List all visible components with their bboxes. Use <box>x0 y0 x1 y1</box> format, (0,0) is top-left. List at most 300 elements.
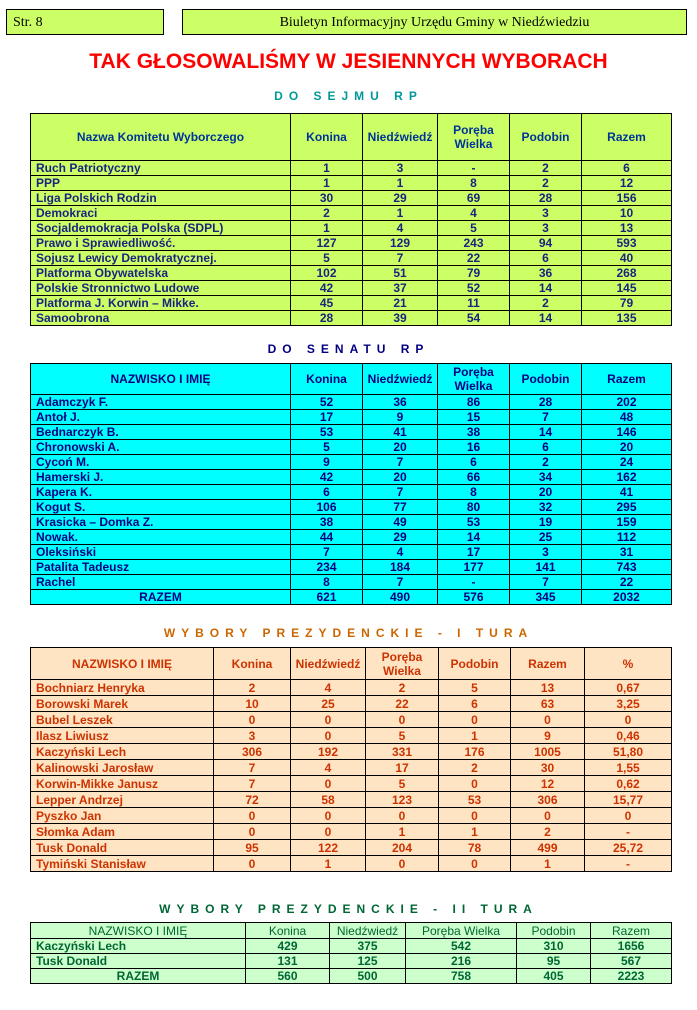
name-cell: Chronowski A. <box>31 440 291 455</box>
table-row <box>31 191 672 206</box>
value-cell: 1005 <box>511 744 585 760</box>
value-cell: 8 <box>438 176 510 191</box>
table-row <box>31 744 672 760</box>
value-cell: 38 <box>291 515 363 530</box>
value-cell: 15,77 <box>585 792 672 808</box>
name-cell: Hamerski J. <box>31 470 291 485</box>
value-cell: 28 <box>510 395 582 410</box>
table-row <box>31 206 672 221</box>
value-cell: 2223 <box>591 969 672 984</box>
value-cell: 30 <box>291 191 363 206</box>
page-number: Str. 8 <box>6 9 164 35</box>
table-row <box>31 856 672 872</box>
value-cell: 17 <box>438 545 510 560</box>
column-header: Poręba Wielka <box>438 114 510 161</box>
name-cell: Cycoń M. <box>31 455 291 470</box>
value-cell: 0 <box>439 856 511 872</box>
column-header: Podobin <box>510 364 582 395</box>
value-cell: 8 <box>291 575 363 590</box>
value-cell: 22 <box>582 575 672 590</box>
value-cell: 1 <box>363 206 438 221</box>
value-cell: 1 <box>291 221 363 236</box>
value-cell: 42 <box>291 281 363 296</box>
name-cell: Krasicka – Domka Z. <box>31 515 291 530</box>
value-cell: 127 <box>291 236 363 251</box>
column-header: Konina <box>291 364 363 395</box>
value-cell: 22 <box>366 696 439 712</box>
value-cell: 429 <box>246 939 330 954</box>
value-cell: 0 <box>585 712 672 728</box>
value-cell: 5 <box>439 680 511 696</box>
value-cell: 331 <box>366 744 439 760</box>
value-cell: 45 <box>291 296 363 311</box>
value-cell: 52 <box>438 281 510 296</box>
value-cell: 176 <box>439 744 511 760</box>
table-row <box>31 575 672 590</box>
value-cell: 1 <box>439 728 511 744</box>
name-cell: Demokraci <box>31 206 291 221</box>
value-cell: 243 <box>438 236 510 251</box>
value-cell: 4 <box>363 545 438 560</box>
value-cell: 40 <box>582 251 672 266</box>
value-cell: 14 <box>510 311 582 326</box>
table-row <box>31 776 672 792</box>
column-header: Podobin <box>510 114 582 161</box>
main-title: TAK GŁOSOWALIŚMY W JESIENNYCH WYBORACH <box>89 50 608 73</box>
value-cell: 2 <box>439 760 511 776</box>
value-cell: 53 <box>291 425 363 440</box>
value-cell: 1 <box>366 824 439 840</box>
name-cell: Pyszko Jan <box>31 808 214 824</box>
value-cell: 17 <box>366 760 439 776</box>
value-cell: 576 <box>438 590 510 605</box>
column-header: % <box>585 648 672 680</box>
table-row <box>31 939 672 954</box>
value-cell: 122 <box>291 840 366 856</box>
name-cell: Rachel <box>31 575 291 590</box>
value-cell: 41 <box>363 425 438 440</box>
bulletin-title: Biuletyn Informacyjny Urzędu Gminy w Niedźwiedziu <box>182 9 687 35</box>
name-cell: Ilasz Liwiusz <box>31 728 214 744</box>
name-cell: Sojusz Lewicy Demokratycznej. <box>31 251 291 266</box>
column-header: NAZWISKO I IMIĘ <box>31 923 246 939</box>
table-row <box>31 696 672 712</box>
value-cell: 19 <box>510 515 582 530</box>
prez1-title: WYBORY PREZYDENCKIE - I TURA <box>163 626 534 640</box>
value-cell: 2 <box>214 680 291 696</box>
value-cell: 7 <box>363 455 438 470</box>
value-cell: 25 <box>510 530 582 545</box>
value-cell: 131 <box>246 954 330 969</box>
value-cell: 0 <box>439 776 511 792</box>
value-cell: 0 <box>291 824 366 840</box>
value-cell: 69 <box>438 191 510 206</box>
value-cell: - <box>585 856 672 872</box>
value-cell: 2 <box>511 824 585 840</box>
value-cell: 1 <box>439 824 511 840</box>
value-cell: 13 <box>582 221 672 236</box>
value-cell: 0 <box>366 808 439 824</box>
value-cell: 306 <box>214 744 291 760</box>
name-cell: Kapera K. <box>31 485 291 500</box>
value-cell: 177 <box>438 560 510 575</box>
value-cell: 1 <box>291 176 363 191</box>
value-cell: - <box>585 824 672 840</box>
name-cell: Kalinowski Jarosław <box>31 760 214 776</box>
table-row <box>31 221 672 236</box>
prez1-table <box>30 647 672 872</box>
value-cell: 11 <box>438 296 510 311</box>
table-row <box>31 470 672 485</box>
value-cell: 345 <box>510 590 582 605</box>
table-row <box>31 712 672 728</box>
value-cell: 593 <box>582 236 672 251</box>
column-header: Konina <box>214 648 291 680</box>
value-cell: 53 <box>438 515 510 530</box>
value-cell: 1 <box>363 176 438 191</box>
name-cell: Bochniarz Henryka <box>31 680 214 696</box>
table-row <box>31 161 672 176</box>
table-row <box>31 485 672 500</box>
value-cell: 234 <box>291 560 363 575</box>
value-cell: 490 <box>363 590 438 605</box>
senat-title: DO SENATU RP <box>267 342 430 356</box>
value-cell: 2 <box>510 296 582 311</box>
value-cell: 129 <box>363 236 438 251</box>
value-cell: 1 <box>291 856 366 872</box>
name-cell: Ruch Patriotyczny <box>31 161 291 176</box>
value-cell: 1 <box>291 161 363 176</box>
value-cell: 7 <box>363 575 438 590</box>
value-cell: 0 <box>214 712 291 728</box>
column-header: Podobin <box>517 923 591 939</box>
value-cell: 202 <box>582 395 672 410</box>
column-header: Podobin <box>439 648 511 680</box>
value-cell: 41 <box>582 485 672 500</box>
value-cell: 77 <box>363 500 438 515</box>
name-cell: Lepper Andrzej <box>31 792 214 808</box>
value-cell: 0 <box>214 856 291 872</box>
value-cell: 7 <box>291 545 363 560</box>
table-row <box>31 251 672 266</box>
column-header: Niedźwiedź <box>363 364 438 395</box>
value-cell: 14 <box>438 530 510 545</box>
name-cell: Tymiński Stanisław <box>31 856 214 872</box>
name-cell: Bednarczyk B. <box>31 425 291 440</box>
value-cell: 7 <box>214 760 291 776</box>
name-cell: Tusk Donald <box>31 954 246 969</box>
name-cell: RAZEM <box>31 969 246 984</box>
value-cell: 54 <box>438 311 510 326</box>
value-cell: - <box>438 161 510 176</box>
value-cell: 12 <box>582 176 672 191</box>
table-row <box>31 515 672 530</box>
value-cell: 295 <box>582 500 672 515</box>
value-cell: 34 <box>510 470 582 485</box>
value-cell: 29 <box>363 191 438 206</box>
name-cell: Platforma Obywatelska <box>31 266 291 281</box>
value-cell: 2 <box>510 161 582 176</box>
value-cell: 94 <box>510 236 582 251</box>
column-header: Niedźwiedź <box>363 114 438 161</box>
value-cell: 42 <box>291 470 363 485</box>
value-cell: 3 <box>363 161 438 176</box>
value-cell: 10 <box>214 696 291 712</box>
value-cell: 0 <box>366 856 439 872</box>
table-row <box>31 760 672 776</box>
value-cell: 204 <box>366 840 439 856</box>
table-row <box>31 954 672 969</box>
table-row <box>31 425 672 440</box>
value-cell: 0 <box>439 808 511 824</box>
value-cell: 0 <box>511 808 585 824</box>
value-cell: 123 <box>366 792 439 808</box>
name-cell: Oleksiński <box>31 545 291 560</box>
name-cell: Patalita Tadeusz <box>31 560 291 575</box>
value-cell: 4 <box>291 760 366 776</box>
value-cell: 7 <box>510 410 582 425</box>
table-row <box>31 808 672 824</box>
value-cell: 17 <box>291 410 363 425</box>
value-cell: 95 <box>214 840 291 856</box>
value-cell: 10 <box>582 206 672 221</box>
value-cell: 0 <box>291 776 366 792</box>
value-cell: 20 <box>363 440 438 455</box>
value-cell: 0 <box>585 808 672 824</box>
table-row <box>31 395 672 410</box>
value-cell: 20 <box>363 470 438 485</box>
value-cell: 0,67 <box>585 680 672 696</box>
value-cell: 7 <box>363 251 438 266</box>
value-cell: 13 <box>511 680 585 696</box>
value-cell: 24 <box>582 455 672 470</box>
value-cell: 112 <box>582 530 672 545</box>
name-cell: Borowski Marek <box>31 696 214 712</box>
value-cell: 0 <box>291 808 366 824</box>
name-cell: Antoł J. <box>31 410 291 425</box>
value-cell: 1 <box>511 856 585 872</box>
value-cell: 0 <box>511 712 585 728</box>
value-cell: 0,62 <box>585 776 672 792</box>
name-cell: Bubel Leszek <box>31 712 214 728</box>
value-cell: 162 <box>582 470 672 485</box>
value-cell: 2 <box>366 680 439 696</box>
value-cell: 542 <box>406 939 517 954</box>
value-cell: 621 <box>291 590 363 605</box>
value-cell: 80 <box>438 500 510 515</box>
value-cell: 106 <box>291 500 363 515</box>
value-cell: 141 <box>510 560 582 575</box>
value-cell: 44 <box>291 530 363 545</box>
value-cell: 49 <box>363 515 438 530</box>
value-cell: 758 <box>406 969 517 984</box>
name-cell: Kaczyński Lech <box>31 744 214 760</box>
table-row <box>31 296 672 311</box>
value-cell: 51 <box>363 266 438 281</box>
name-cell: Liga Polskich Rodzin <box>31 191 291 206</box>
value-cell: 31 <box>582 545 672 560</box>
value-cell: 125 <box>330 954 406 969</box>
value-cell: 72 <box>214 792 291 808</box>
value-cell: 0 <box>214 824 291 840</box>
value-cell: 79 <box>582 296 672 311</box>
total-row <box>31 590 672 605</box>
value-cell: 0,46 <box>585 728 672 744</box>
value-cell: - <box>438 575 510 590</box>
value-cell: 560 <box>246 969 330 984</box>
value-cell: 3,25 <box>585 696 672 712</box>
value-cell: 5 <box>291 440 363 455</box>
name-cell: Korwin-Mikke Janusz <box>31 776 214 792</box>
column-header: Razem <box>591 923 672 939</box>
value-cell: 53 <box>439 792 511 808</box>
value-cell: 20 <box>510 485 582 500</box>
value-cell: 4 <box>363 221 438 236</box>
value-cell: 21 <box>363 296 438 311</box>
value-cell: 0 <box>366 712 439 728</box>
value-cell: 5 <box>438 221 510 236</box>
value-cell: 36 <box>510 266 582 281</box>
value-cell: 9 <box>291 455 363 470</box>
value-cell: 6 <box>510 440 582 455</box>
value-cell: 1656 <box>591 939 672 954</box>
value-cell: 12 <box>511 776 585 792</box>
value-cell: 22 <box>438 251 510 266</box>
name-cell: RAZEM <box>31 590 291 605</box>
value-cell: 78 <box>439 840 511 856</box>
value-cell: 9 <box>511 728 585 744</box>
value-cell: 3 <box>510 221 582 236</box>
table-row <box>31 236 672 251</box>
table-row <box>31 840 672 856</box>
value-cell: 310 <box>517 939 591 954</box>
prez2-table <box>30 922 672 984</box>
name-cell: Socjaldemokracja Polska (SDPL) <box>31 221 291 236</box>
column-header: Poręba Wielka <box>366 648 439 680</box>
value-cell: 184 <box>363 560 438 575</box>
value-cell: 5 <box>366 728 439 744</box>
value-cell: 3 <box>214 728 291 744</box>
table-row <box>31 530 672 545</box>
value-cell: 1,55 <box>585 760 672 776</box>
name-cell: Kogut S. <box>31 500 291 515</box>
value-cell: 375 <box>330 939 406 954</box>
name-cell: Polskie Stronnictwo Ludowe <box>31 281 291 296</box>
name-cell: Kaczyński Lech <box>31 939 246 954</box>
value-cell: 3 <box>510 545 582 560</box>
value-cell: 39 <box>363 311 438 326</box>
column-header: Niedźwiedź <box>291 648 366 680</box>
name-cell: Prawo i Sprawiedliwość. <box>31 236 291 251</box>
value-cell: 216 <box>406 954 517 969</box>
value-cell: 0 <box>291 712 366 728</box>
value-cell: 3 <box>510 206 582 221</box>
value-cell: 499 <box>511 840 585 856</box>
value-cell: 6 <box>291 485 363 500</box>
value-cell: 405 <box>517 969 591 984</box>
value-cell: 159 <box>582 515 672 530</box>
total-row <box>31 969 672 984</box>
value-cell: 743 <box>582 560 672 575</box>
value-cell: 25,72 <box>585 840 672 856</box>
value-cell: 4 <box>291 680 366 696</box>
value-cell: 36 <box>363 395 438 410</box>
value-cell: 9 <box>363 410 438 425</box>
column-header: Poręba Wielka <box>438 364 510 395</box>
senat-table <box>30 363 672 605</box>
sejm-table <box>30 113 672 326</box>
value-cell: 14 <box>510 425 582 440</box>
value-cell: 37 <box>363 281 438 296</box>
value-cell: 2 <box>510 176 582 191</box>
value-cell: 28 <box>510 191 582 206</box>
column-header: Razem <box>582 114 672 161</box>
table-row <box>31 728 672 744</box>
name-cell: Adamczyk F. <box>31 395 291 410</box>
value-cell: 500 <box>330 969 406 984</box>
table-row <box>31 281 672 296</box>
column-header: Nazwa Komitetu Wyborczego <box>31 114 291 161</box>
value-cell: 0 <box>291 728 366 744</box>
value-cell: 145 <box>582 281 672 296</box>
value-cell: 5 <box>366 776 439 792</box>
column-header: Konina <box>291 114 363 161</box>
table-row <box>31 455 672 470</box>
value-cell: 15 <box>438 410 510 425</box>
name-cell: Słomka Adam <box>31 824 214 840</box>
value-cell: 6 <box>438 455 510 470</box>
column-header: NAZWISKO I IMIĘ <box>31 648 214 680</box>
table-row <box>31 440 672 455</box>
name-cell: Nowak. <box>31 530 291 545</box>
value-cell: 2032 <box>582 590 672 605</box>
value-cell: 2 <box>291 206 363 221</box>
value-cell: 95 <box>517 954 591 969</box>
value-cell: 8 <box>438 485 510 500</box>
value-cell: 6 <box>582 161 672 176</box>
value-cell: 0 <box>439 712 511 728</box>
value-cell: 66 <box>438 470 510 485</box>
value-cell: 135 <box>582 311 672 326</box>
table-row <box>31 176 672 191</box>
name-cell: Platforma J. Korwin – Mikke. <box>31 296 291 311</box>
value-cell: 306 <box>511 792 585 808</box>
value-cell: 52 <box>291 395 363 410</box>
value-cell: 58 <box>291 792 366 808</box>
value-cell: 0 <box>214 808 291 824</box>
value-cell: 16 <box>438 440 510 455</box>
table-row <box>31 500 672 515</box>
value-cell: 14 <box>510 281 582 296</box>
table-row <box>31 792 672 808</box>
sejm-title: DO SEJMU RP <box>274 89 423 103</box>
prez2-title: WYBORY PREZYDENCKIE - II TURA <box>159 902 538 916</box>
value-cell: 29 <box>363 530 438 545</box>
table-row <box>31 410 672 425</box>
value-cell: 146 <box>582 425 672 440</box>
value-cell: 192 <box>291 744 366 760</box>
value-cell: 25 <box>291 696 366 712</box>
column-header: Poręba Wielka <box>406 923 517 939</box>
value-cell: 32 <box>510 500 582 515</box>
value-cell: 7 <box>214 776 291 792</box>
table-row <box>31 824 672 840</box>
value-cell: 48 <box>582 410 672 425</box>
value-cell: 51,80 <box>585 744 672 760</box>
value-cell: 268 <box>582 266 672 281</box>
value-cell: 30 <box>511 760 585 776</box>
table-row <box>31 560 672 575</box>
